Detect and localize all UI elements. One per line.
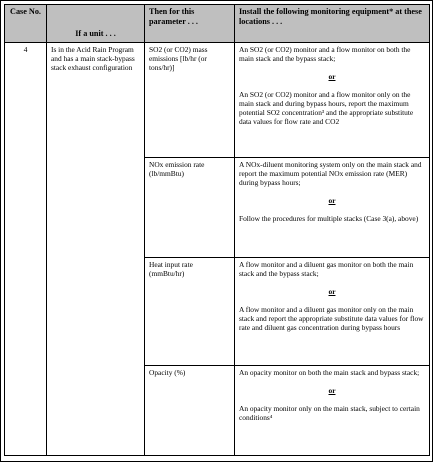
equipment-option-2: An opacity monitor only on the main stack, subject to certain conditions⁴ — [239, 404, 420, 422]
equipment-option-2: An SO2 (or CO2) monitor and a flow monitor only on the main stack and during bypass hours, report the maximum potential SO2 concentration³ and the appropriate substitute data values for flow rate and CO2 — [239, 90, 414, 126]
equipment-option-1: An opacity monitor on both the main stack and bypass stack; — [239, 368, 420, 377]
equipment-option-2: A flow monitor and a diluent gas monitor only on the main stack and report the appropriate substitute data values for flow rate and diluent gas concentration during bypass hours — [239, 305, 424, 332]
equipment-cell — [235, 366, 430, 456]
equipment-option-1: A flow monitor and a diluent gas monitor on both the main stack and the bypass stack; — [239, 260, 414, 278]
or-separator: or — [328, 287, 336, 296]
monitoring-table — [4, 4, 430, 456]
or-separator: or — [328, 72, 336, 81]
parameter-text: Heat input rate (mmBtu/hr) — [149, 260, 193, 278]
parameter-cell — [145, 258, 235, 366]
equipment-option-2: Follow the procedures for multiple stacks (Case 3(a), above) — [239, 214, 419, 223]
equipment-option-1: A NOx-diluent monitoring system only on the main stack and report the maximum potential NOx emission rate (MER) during bypass hours; — [239, 160, 422, 187]
equipment-cell — [235, 158, 430, 258]
unit-description: Is in the Acid Rain Program and has a main stack-bypass stack exhaust configuration — [47, 43, 145, 456]
equipment-option-1: An SO2 (or CO2) monitor and a flow monitor on both the main stack and the bypass stack; — [239, 45, 411, 63]
parameter-text: Opacity (%) — [149, 368, 186, 377]
parameter-cell — [145, 43, 235, 158]
equipment-cell — [235, 43, 430, 158]
equipment-cell — [235, 258, 430, 366]
table-header-row — [5, 5, 430, 43]
parameter-text: NOx emission rate (lb/mmBtu) — [149, 160, 205, 178]
or-separator: or — [328, 386, 336, 395]
or-separator: or — [328, 196, 336, 205]
header-case-no: Case No. — [5, 5, 47, 43]
case-number: 4 — [5, 43, 47, 456]
parameter-cell — [145, 158, 235, 258]
table-row — [5, 43, 430, 158]
parameter-cell — [145, 366, 235, 456]
header-if-unit: If a unit . . . — [47, 5, 145, 43]
parameter-text: SO2 (or CO2) mass emissions [lb/hr (or tons/hr)] — [149, 45, 208, 72]
header-parameter: Then for this parameter . . . — [145, 5, 235, 43]
header-equipment: Install the following monitoring equipment* at these locations . . . — [235, 5, 430, 43]
